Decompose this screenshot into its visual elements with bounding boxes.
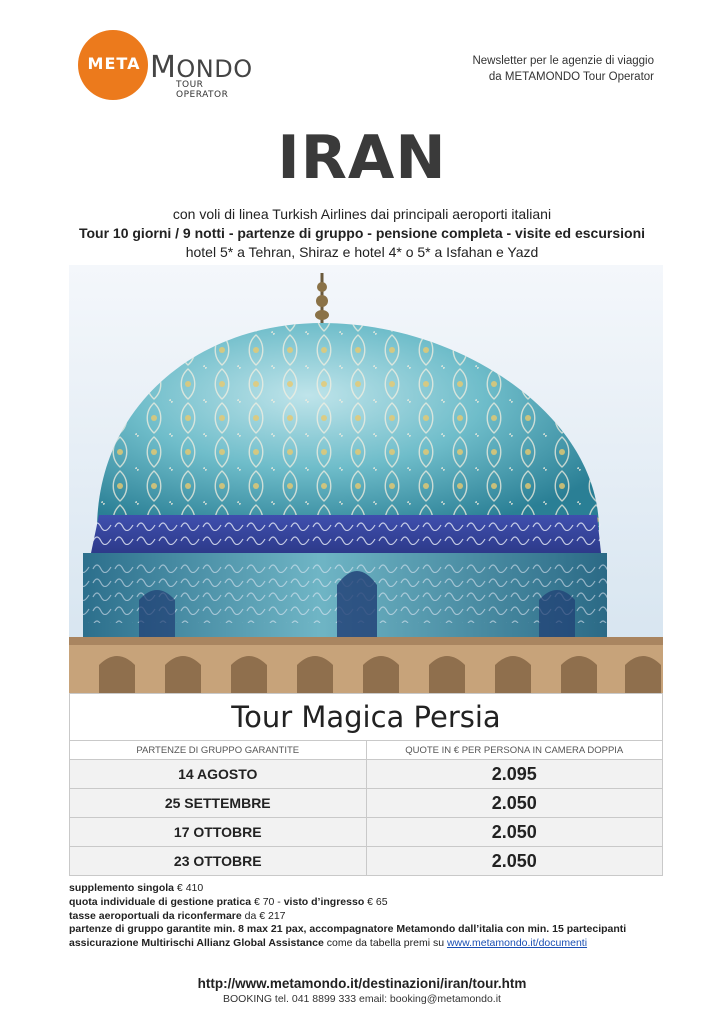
logo-subtitle: TOUR OPERATOR — [176, 80, 229, 100]
departure-date: 14 AGOSTO — [70, 760, 367, 789]
note-single-supplement — [69, 882, 689, 896]
departure-date: 25 SETTEMBRE — [70, 789, 367, 818]
newsletter-line-1: Newsletter per le agenzie di viaggio — [472, 55, 654, 67]
note-value: da € 217 — [241, 909, 286, 922]
note-value: € 70 - — [251, 895, 284, 908]
table-row — [70, 847, 663, 876]
note-value: € 410 — [174, 882, 204, 894]
page-title: IRAN — [277, 123, 447, 193]
note-management-fee — [69, 896, 689, 910]
col-header-departures: PARTENZE DI GRUPPO GARANTITE — [70, 741, 367, 760]
table-row — [70, 760, 663, 789]
note-label: tasse aeroportuali da riconfermare — [69, 909, 242, 922]
mosque-dome-photo — [69, 265, 663, 693]
logo-mondo-cap: M — [150, 50, 177, 85]
newsletter-caption — [472, 53, 654, 85]
tour-price-table — [69, 693, 663, 876]
note-label: quota individuale di gestione pratica — [69, 895, 252, 908]
departure-date: 23 OTTOBRE — [70, 847, 367, 876]
tour-name: Tour Magica Persia — [70, 694, 663, 741]
tour-notes — [69, 882, 689, 951]
logo-mondo-rest: ONDO — [176, 55, 253, 83]
col-header-prices: QUOTE IN € PER PERSONA IN CAMERA DOPPIA — [366, 741, 663, 760]
note-value: € 65 — [364, 895, 388, 908]
departure-date: 17 OTTOBRE — [70, 818, 367, 847]
note-label: visto d’ingresso — [283, 895, 365, 908]
table-row — [70, 818, 663, 847]
price-value: 2.095 — [366, 760, 663, 789]
note-group-departures: partenze di gruppo garantite min. 8 max 21 pax, accompagnatore Metamondo dall’italia con min. 15 partecipanti — [69, 923, 627, 936]
price-value: 2.050 — [366, 789, 663, 818]
newsletter-line-2: da METAMONDO Tour Operator — [488, 71, 654, 83]
table-row — [70, 789, 663, 818]
metamondo-logo — [78, 30, 258, 100]
note-label: supplemento singola — [69, 882, 175, 894]
footer-tour-url[interactable]: http://www.metamondo.it/destinazioni/iran/tour.htm — [197, 976, 527, 991]
note-value: come da tabella premi su — [323, 937, 447, 950]
note-airport-taxes — [69, 910, 689, 924]
intro-line-3: hotel 5* a Tehran, Shiraz e hotel 4* o 5* a Isfahan e Yazd — [185, 244, 539, 260]
note-insurance — [69, 937, 689, 951]
logo-meta-text: META — [87, 54, 141, 73]
intro-text — [0, 205, 724, 262]
price-value: 2.050 — [366, 818, 663, 847]
documents-link[interactable]: www.metamondo.it/documenti — [446, 937, 588, 950]
note-label: assicurazione Multirischi Allianz Global Assistance — [69, 937, 324, 950]
dome-illustration — [69, 265, 663, 693]
intro-line-1: con voli di linea Turkish Airlines dai principali aeroporti italiani — [172, 206, 552, 222]
price-value: 2.050 — [366, 847, 663, 876]
intro-line-2: Tour 10 giorni / 9 notti - partenze di gruppo - pensione completa - visite ed escursioni — [78, 225, 646, 241]
footer-booking-info: BOOKING tel. 041 8899 333 email: booking@metamondo.it — [223, 993, 501, 1005]
